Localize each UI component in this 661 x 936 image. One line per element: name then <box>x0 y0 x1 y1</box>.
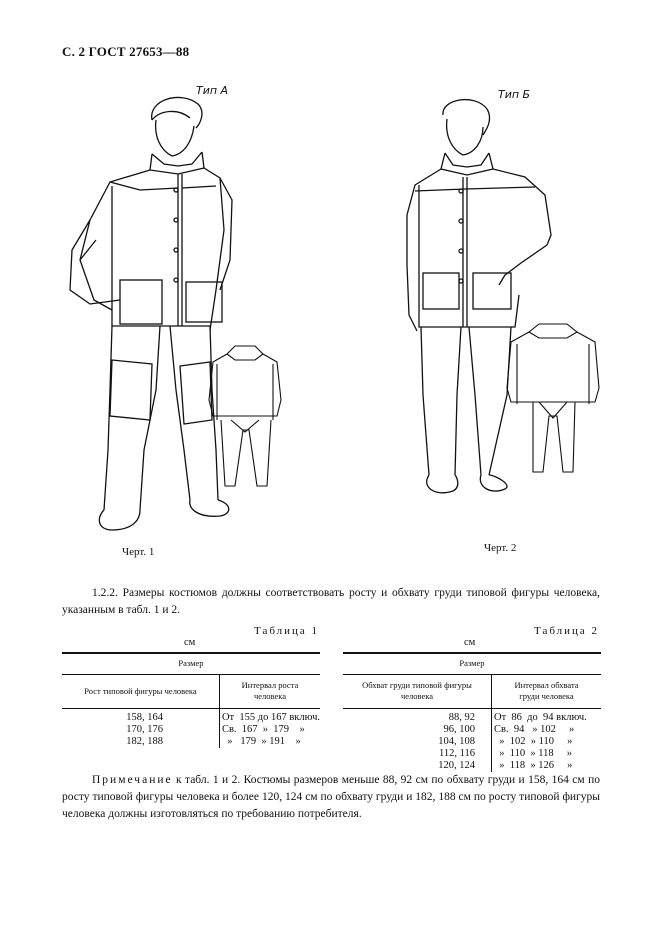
table1-row1-interval: От 155 до 167 включ. <box>219 712 320 724</box>
figure-caption-2: Черт. 2 <box>484 542 517 554</box>
table2-row2-size: 96, 100 <box>443 724 475 735</box>
table2-col1-header: Обхват груди типовой фигуры человека <box>362 680 472 701</box>
table2-caption: Таблица 2 <box>534 625 600 637</box>
figure-type-a-back-view <box>205 340 285 490</box>
table1-col1-header: Рост типовой фигуры человека <box>84 685 197 696</box>
table2-row3-interval: » 102 » 110 » <box>492 736 602 748</box>
table1-caption: Таблица 1 <box>254 625 320 637</box>
table-row <box>62 712 320 724</box>
table2-col2-header: Интервал обхвата груди человека <box>492 674 602 708</box>
table2-row1-size: 88, 92 <box>448 712 475 723</box>
table2-row4-size: 112, 116 <box>439 748 475 759</box>
table-row <box>343 760 601 772</box>
table1-col2-header: Интервал роста человека <box>219 674 320 708</box>
figure-type-b-back-view <box>503 318 603 478</box>
table1-row3-size: 182, 188 <box>126 736 163 747</box>
table2-row3-size: 104, 108 <box>438 736 475 747</box>
table2 <box>343 652 601 772</box>
figure-label-type-a: Тип А <box>196 84 229 97</box>
table2-row5-interval: » 118 » 126 » <box>492 760 602 772</box>
table1-group-header: Размер <box>178 658 204 669</box>
table1-row2-size: 170, 176 <box>126 724 163 735</box>
table-row <box>343 736 601 748</box>
table2-unit: см <box>464 637 476 648</box>
note <box>62 772 600 823</box>
note-text: к табл. 1 и 2. Костюмы размеров меньше 88, 92 см по обхвату груди и 158, 164 см по росту типовой фигуры человека и более 120, 124 см по обхвату груди и 182, 188 см по росту типовой фигуры человека должны изготовляться по требованию потребителя. <box>62 774 600 820</box>
table2-row5-size: 120, 124 <box>438 760 475 771</box>
figure-caption-1: Черт. 1 <box>122 546 155 558</box>
table-row <box>62 736 320 748</box>
figure-label-type-b: Тип Б <box>498 88 531 101</box>
table-row <box>62 724 320 736</box>
table2-row1-interval: От 86 до 94 включ. <box>492 712 602 724</box>
table-row <box>343 748 601 760</box>
table2-row2-interval: Св. 94 » 102 » <box>492 724 602 736</box>
table1-unit: см <box>184 637 196 648</box>
table-row <box>343 724 601 736</box>
page-header: С. 2 ГОСТ 27653—88 <box>62 44 190 59</box>
table1-row3-interval: » 179 » 191 » <box>219 736 320 748</box>
table1-row1-size: 158, 164 <box>126 712 163 723</box>
table-row <box>343 712 601 724</box>
table1 <box>62 652 320 748</box>
table2-row4-interval: » 110 » 118 » <box>492 748 602 760</box>
paragraph-sizes: 1.2.2. Размеры костюмов должны соответствовать росту и обхвату груди типовой фигуры человека, указанным в табл. 1 и 2. <box>62 587 600 616</box>
table1-row2-interval: Св. 167 » 179 » <box>219 724 320 736</box>
table2-group-header: Размер <box>459 658 485 669</box>
note-label: Примечание <box>92 774 173 786</box>
